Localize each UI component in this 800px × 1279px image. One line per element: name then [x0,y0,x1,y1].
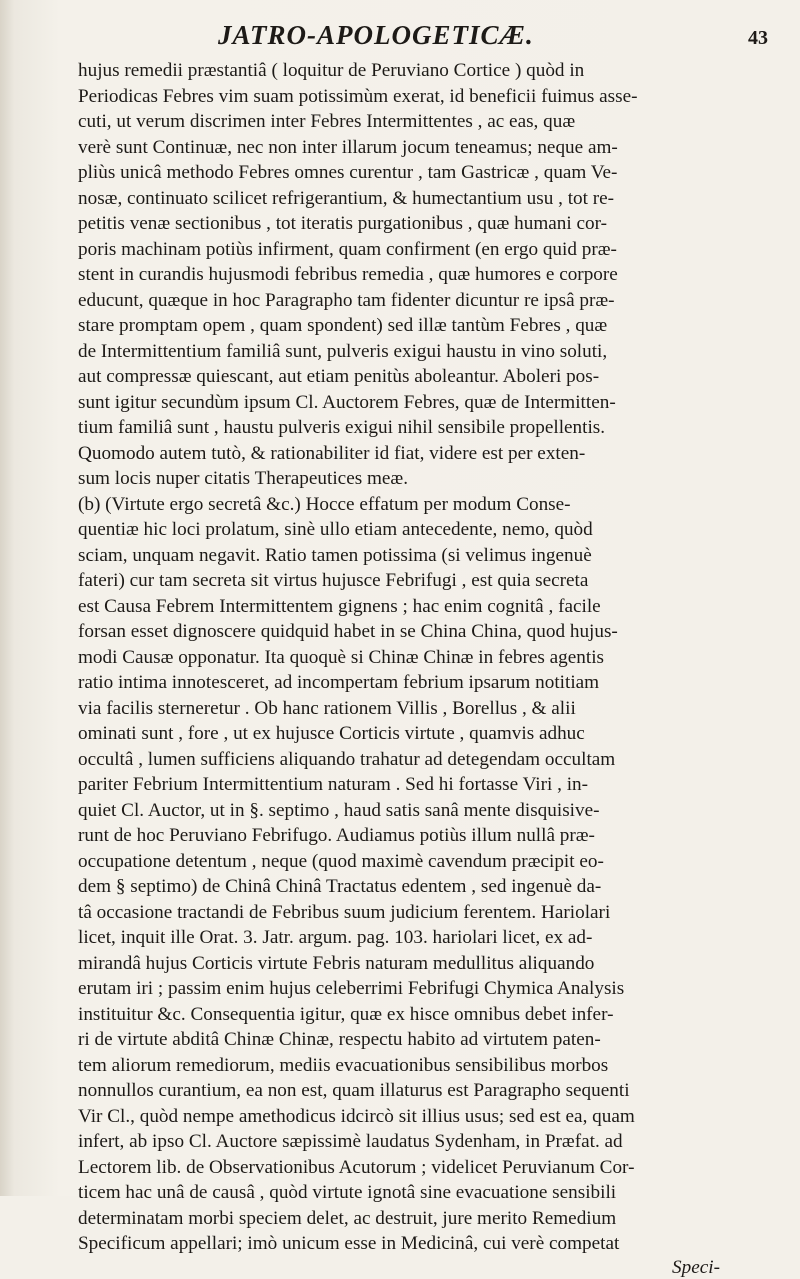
text-line: erutam iri ; passim enim hujus celeberrimi Febrifugi Chymica Analysis [78,978,625,999]
text-line: poris machinam potiùs infirment, quam confirment (en ergo quid præ- [78,238,617,260]
text-line: ri de virtute abditâ Chinæ Chinæ, respectu habito ad virtutem paten- [78,1029,601,1050]
text-line: petitis venæ sectionibus , tot iteratis purgationibus , quæ humani cor- [78,213,607,234]
text-line: forsan esset dignoscere quidquid habet in se China China, quod hujus- [78,621,618,642]
body-text [78,58,778,1257]
text-line: Lectorem lib. de Observationibus Acutorum ; videlicet Peruvianum Cor- [78,1156,635,1178]
text-line: mirandâ hujus Corticis virtute Febris naturam medullitus aliquando [78,952,595,974]
running-head [218,20,768,56]
running-title: JATRO-APOLOGETICÆ. [218,20,534,50]
text-line: ominati sunt , fore , ut ex hujusce Corticis virtute , quamvis adhuc [78,723,585,744]
text-line: modi Causæ opponatur. Ita quoquè si Chinæ Chinæ in febres agentis [78,646,605,668]
page-number: 43 [748,27,768,49]
text-line: sum locis nuper citatis Therapeutices meæ. [78,468,409,489]
text-line: determinatam morbi speciem delet, ac destruit, jure merito Remedium [78,1207,617,1229]
text-line: pliùs unicâ methodo Febres omnes curentur , tam Gastricæ , quam Ve- [78,162,618,183]
text-line: Specificum appellari; imò unicum esse in Medicinâ, cui verè competat [78,1233,620,1254]
catchword: Speci- [672,1256,720,1278]
text-line: (b) (Virtute ergo secretâ &c.) Hocce effatum per modum Conse- [78,493,571,515]
text-line: est Causa Febrem Intermittentem gignens ; hac enim cognitâ , facile [78,595,601,617]
text-line: runt de hoc Peruviano Febrifugo. Audiamus potiùs illum nullâ præ- [78,825,595,846]
text-line: sciam, unquam negavit. Ratio tamen potissima (si velimus ingenuè [78,544,592,566]
text-line: instituitur &c. Consequentia igitur, quæ ex hisce omnibus debet infer- [78,1003,614,1025]
text-line: quentiæ hic loci prolatum, sinè ullo etiam antecedente, nemo, quòd [78,519,593,540]
text-line: tem aliorum remediorum, mediis evacuationibus sensibilibus morbos [78,1054,609,1076]
text-line: nosæ, continuato scilicet refrigerantium, & humectantium usu , tot re- [78,187,615,209]
text-line: licet, inquit ille Orat. 3. Jatr. argum. pag. 103. hariolari licet, ex ad- [78,927,593,948]
text-line: infert, ab ipso Cl. Auctore sæpissimè laudatus Sydenham, in Præfat. ad [78,1131,623,1152]
text-line: sunt igitur secundùm ipsum Cl. Auctorem Febres, quæ de Intermitten- [78,391,616,413]
text-line: Quomodo autem tutò, & rationabiliter id fiat, videre est per exten- [78,442,586,464]
text-line: stent in curandis hujusmodi febribus remedia , quæ humores e corpore [78,264,618,285]
text-line: stare promptam opem , quam spondent) sed illæ tantùm Febres , quæ [78,315,608,336]
text-line: aut compressæ quiescant, aut etiam penitùs aboleantur. Aboleri pos- [78,366,600,387]
text-line: pariter Febrium Intermittentium naturam . Sed hi fortasse Viri , in- [78,774,589,795]
text-line: Vir Cl., quòd nempe amethodicus idcircò sit illius usus; sed est ea, quam [78,1105,635,1127]
text-line: occupatione detentum , neque (quod maximè cavendum præcipit eo- [78,850,604,872]
text-line: ticem hac unâ de causâ , quòd virtute ignotâ sine evacuatione sensibili [78,1182,617,1203]
text-line: fateri) cur tam secreta sit virtus hujusce Febrifugi , est quia secreta [78,570,589,591]
text-line: tâ occasione tractandi de Febribus suum judicium ferentem. Hariolari [78,901,611,923]
text-line: dem § septimo) de Chinâ Chinâ Tractatus edentem , sed ingenuè da- [78,876,602,897]
text-line: educunt, quæque in hoc Paragrapho tam fidenter dicuntur re ipsâ præ- [78,289,615,311]
text-line: hujus remedii præstantiâ ( loquitur de Peruviano Cortice ) quòd in [78,60,585,81]
text-line: via facilis sterneretur . Ob hanc rationem Villis , Borellus , & alii [78,697,576,719]
text-line: ratio intima innotesceret, ad incompertam febrium ipsarum notitiam [78,672,600,693]
text-line: de Intermittentium familiâ sunt, pulveris exigui haustu in vino soluti, [78,340,608,362]
text-line: tium familiâ sunt , haustu pulveris exigui nihil sensibile propellentis. [78,417,606,438]
text-line: quiet Cl. Auctor, ut in §. septimo , haud satis sanâ mente disquisive- [78,799,600,821]
text-line: Periodicas Febres vim suam potissimùm exerat, id beneficii fuimus asse- [78,85,638,107]
text-line: cuti, ut verum discrimen inter Febres Intermittentes , ac eas, quæ [78,111,576,132]
text-line: nonnullos curantium, ea non est, quam illaturus est Paragrapho sequenti [78,1080,630,1101]
text-line: verè sunt Continuæ, nec non inter illarum jocum teneamus; neque am- [78,136,618,158]
text-line: occultâ , lumen sufficiens aliquando trahatur ad detegendam occultam [78,748,616,770]
